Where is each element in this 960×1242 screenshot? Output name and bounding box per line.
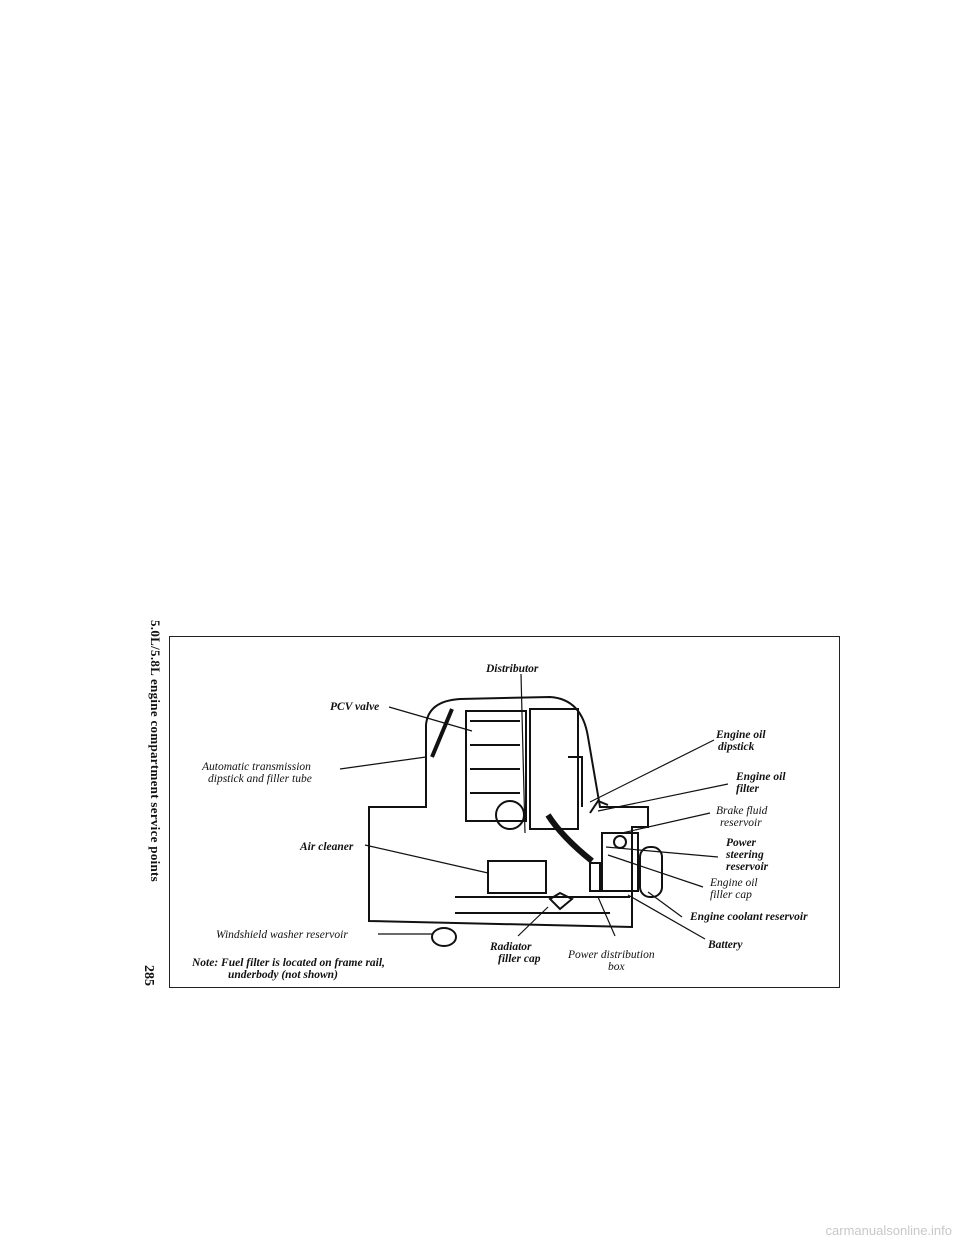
section-title: 5.0L/5.8L engine compartment service points: [148, 620, 163, 883]
engine-compartment-figure: [169, 636, 840, 988]
label-brake-1: Brake fluid: [716, 805, 768, 817]
label-ps-3: reservoir: [726, 861, 769, 873]
label-coolant-reservoir: Engine coolant reservoir: [690, 911, 808, 923]
label-note-2: underbody (not shown): [228, 969, 338, 981]
label-dipstick-2: dipstick: [718, 741, 755, 753]
label-oil-filter-1: Engine oil: [736, 771, 786, 783]
label-distributor: Distributor: [486, 663, 539, 675]
label-oil-filter-2: filter: [736, 783, 759, 795]
label-auto-trans-1: Automatic transmission: [202, 761, 311, 773]
watermark: carmanualsonline.info: [825, 1223, 952, 1238]
label-auto-trans-2: dipstick and filler tube: [208, 773, 312, 785]
label-air-cleaner: Air cleaner: [300, 841, 354, 853]
page-number: 285: [141, 965, 156, 986]
label-ps-1: Power: [726, 837, 757, 849]
label-battery: Battery: [708, 939, 743, 951]
label-brake-2: reservoir: [720, 817, 762, 829]
label-note-1: Note: Fuel filter is located on frame rail,: [192, 957, 385, 969]
label-washer-reservoir: Windshield washer reservoir: [216, 929, 348, 941]
label-dipstick-1: Engine oil: [716, 729, 766, 741]
label-pcv-valve: PCV valve: [330, 701, 380, 713]
label-oil-cap-2: filler cap: [710, 889, 752, 901]
label-radiator-2: filler cap: [498, 953, 541, 965]
label-pdb-1: Power distribution: [568, 949, 655, 961]
label-ps-2: steering: [726, 849, 764, 861]
label-radiator-1: Radiator: [490, 941, 532, 953]
label-oil-cap-1: Engine oil: [710, 877, 758, 889]
label-pdb-2: box: [608, 961, 625, 973]
